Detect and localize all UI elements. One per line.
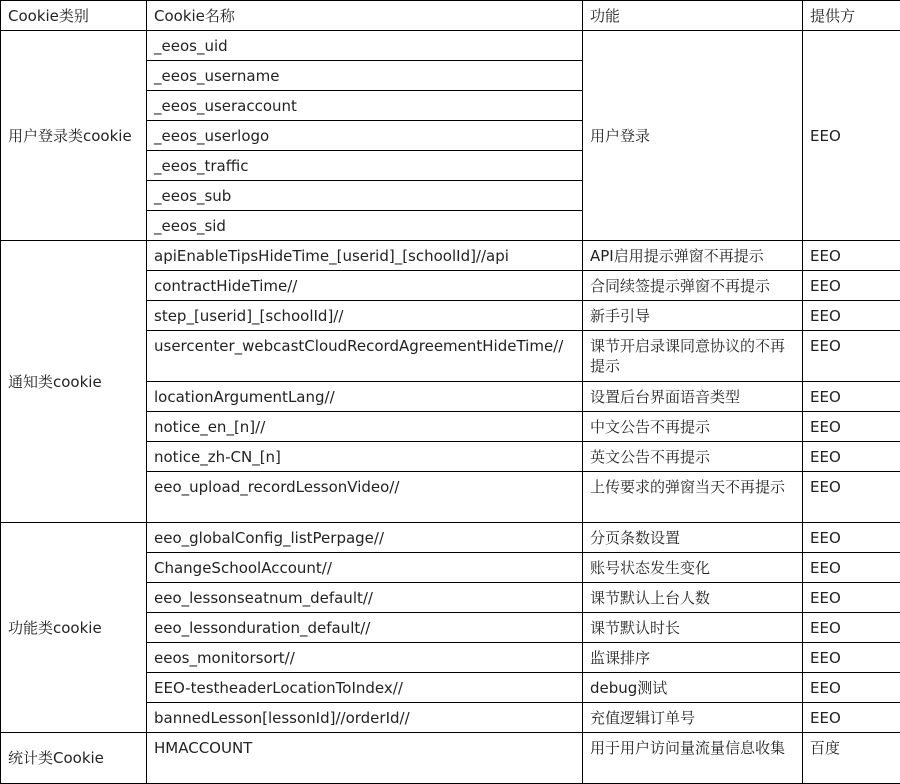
cookie-provider: 百度	[803, 733, 900, 784]
category-notify: 通知类cookie	[1, 241, 147, 523]
cookie-name: locationArgumentLang//	[147, 382, 583, 412]
cookie-name: notice_en_[n]//	[147, 412, 583, 442]
cookie-name: eeo_lessonseatnum_default//	[147, 583, 583, 613]
category-feature: 功能类cookie	[1, 523, 147, 733]
cookie-function: API启用提示弹窗不再提示	[583, 241, 803, 271]
cookie-provider: EEO	[803, 412, 900, 442]
cookie-provider: EEO	[803, 382, 900, 412]
cookie-function: debug测试	[583, 673, 803, 703]
cookie-provider: EEO	[803, 301, 900, 331]
cookie-provider: EEO	[803, 583, 900, 613]
cookie-function: 监课排序	[583, 643, 803, 673]
cookie-name: EEO-testheaderLocationToIndex//	[147, 673, 583, 703]
cookie-function: 账号状态发生变化	[583, 553, 803, 583]
cookie-provider: EEO	[803, 703, 900, 733]
table-row	[1, 241, 900, 271]
cookie-name: usercenter_webcastCloudRecordAgreementHideTime//	[147, 331, 583, 382]
cookie-provider: EEO	[803, 613, 900, 643]
header-row	[1, 1, 900, 31]
cookie-provider: EEO	[803, 331, 900, 382]
cookie-name: contractHideTime//	[147, 271, 583, 301]
cookie-function: 上传要求的弹窗当天不再提示	[583, 472, 803, 523]
cookie-name: _eeos_userlogo	[147, 121, 583, 151]
cookie-function: 用户登录	[583, 31, 803, 241]
cookie-name: step_[userid]_[schoolId]//	[147, 301, 583, 331]
cookie-function: 课节默认时长	[583, 613, 803, 643]
table-row	[1, 733, 900, 784]
category-login: 用户登录类cookie	[1, 31, 147, 241]
cookie-provider: EEO	[803, 241, 900, 271]
cookie-name: eeo_globalConfig_listPerpage//	[147, 523, 583, 553]
cookie-function: 用于用户访问量流量信息收集	[583, 733, 803, 784]
cookie-function: 课节开启录课同意协议的不再提示	[583, 331, 803, 382]
cookie-name: notice_zh-CN_[n]	[147, 442, 583, 472]
cookie-provider: EEO	[803, 523, 900, 553]
cookie-name: _eeos_sub	[147, 181, 583, 211]
cookie-function: 课节默认上台人数	[583, 583, 803, 613]
cookie-name: _eeos_username	[147, 61, 583, 91]
cookie-name: ChangeSchoolAccount//	[147, 553, 583, 583]
cookie-function: 分页条数设置	[583, 523, 803, 553]
header-provider: 提供方	[803, 1, 900, 31]
cookie-function: 英文公告不再提示	[583, 442, 803, 472]
cookie-name: HMACCOUNT	[147, 733, 583, 784]
cookie-function: 合同续签提示弹窗不再提示	[583, 271, 803, 301]
table-row	[1, 31, 900, 61]
cookie-provider: EEO	[803, 673, 900, 703]
cookie-name: _eeos_traffic	[147, 151, 583, 181]
header-function: 功能	[583, 1, 803, 31]
cookie-provider: EEO	[803, 643, 900, 673]
cookie-provider: EEO	[803, 442, 900, 472]
cookie-provider: EEO	[803, 271, 900, 301]
cookie-name: eeos_monitorsort//	[147, 643, 583, 673]
header-name: Cookie名称	[147, 1, 583, 31]
cookie-provider: EEO	[803, 553, 900, 583]
cookie-name: _eeos_useraccount	[147, 91, 583, 121]
cookie-provider: EEO	[803, 472, 900, 523]
cookie-function: 充值逻辑订单号	[583, 703, 803, 733]
header-category: Cookie类别	[1, 1, 147, 31]
cookie-name: eeo_lessonduration_default//	[147, 613, 583, 643]
cookie-name: apiEnableTipsHideTime_[userid]_[schoolId]//api	[147, 241, 583, 271]
cookie-name: eeo_upload_recordLessonVideo//	[147, 472, 583, 523]
cookie-name: _eeos_uid	[147, 31, 583, 61]
cookie-provider: EEO	[803, 31, 900, 241]
cookie-function: 中文公告不再提示	[583, 412, 803, 442]
cookie-name: bannedLesson[lessonId]//orderId//	[147, 703, 583, 733]
cookie-function: 设置后台界面语音类型	[583, 382, 803, 412]
category-stats: 统计类Cookie	[1, 733, 147, 784]
cookie-function: 新手引导	[583, 301, 803, 331]
table-row	[1, 523, 900, 553]
cookie-name: _eeos_sid	[147, 211, 583, 241]
